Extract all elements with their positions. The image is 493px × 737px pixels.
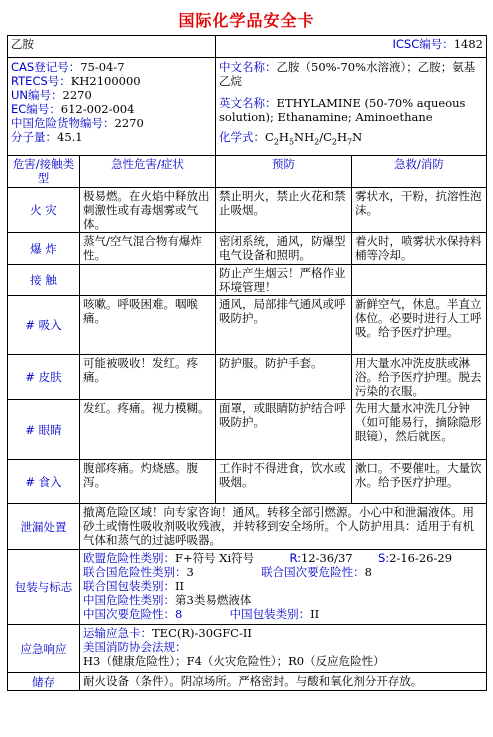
- storage-label: 储存: [8, 673, 80, 691]
- cas-value: 75-04-7: [80, 60, 125, 74]
- transport-card-label: 运输应急卡：: [83, 626, 152, 640]
- row-prevention: 防护服。防护手套。: [216, 355, 352, 400]
- un-class-label: 联合国危险性类别：: [83, 565, 187, 579]
- cn-name-value: 乙胺（50%-70%水溶液）；乙胺；氨基乙烷: [219, 60, 476, 88]
- hazard-row: [8, 265, 487, 296]
- row-label: # 眼睛: [8, 400, 80, 460]
- header-aid: 急救/消防: [352, 156, 487, 188]
- un-class-value: 3: [186, 565, 194, 579]
- row-aid: [352, 265, 487, 296]
- row-label: 爆 炸: [8, 233, 80, 265]
- icsc-label: ICSC编号：: [392, 37, 454, 51]
- card-title: 国际化学品安全卡: [178, 11, 315, 30]
- row-hazard: 发红。疼痛。视力模糊。: [80, 400, 216, 460]
- spill-text: 撤离危险区域！向专家咨询！通风。转移全部引燃源。小心中和泄漏液体。用砂土或惰性吸收剂吸收残液，并转移到安全场所。个人防护用具：适用于有机气体和蒸气的过滤呼吸器。: [80, 504, 487, 550]
- icsc-cell: [216, 36, 487, 58]
- row-aid: 新鲜空气，休息。半直立体位。必要时进行人工呼吸。给予医疗护理。: [352, 296, 487, 355]
- hazard-row: [8, 233, 487, 265]
- un-pack-label: 联合国包装类别：: [83, 579, 175, 593]
- row-aid: 漱口。不要催吐。大量饮水。给予医疗护理。: [352, 460, 487, 504]
- cn-name-label: 中文名称：: [219, 60, 277, 74]
- header-type: 危害/接触类型: [8, 156, 80, 188]
- packaging-cell: [80, 550, 487, 625]
- row-label: # 吸入: [8, 296, 80, 355]
- cn-danger-value: 2270: [114, 116, 144, 130]
- storage-text: 耐火设备（条件）。阴凉场所。严格密封。与酸和氧化剂分开存放。: [80, 673, 487, 691]
- row-label: # 食入: [8, 460, 80, 504]
- hazard-row: [8, 355, 487, 400]
- cn-pack-value: II: [310, 607, 320, 621]
- un-sub-label: 联合国次要危险性：: [261, 565, 365, 579]
- row-prevention: 密闭系统，通风，防爆型电气设备和照明。: [216, 233, 352, 265]
- icsc-value: 1482: [453, 37, 484, 51]
- packaging-row: [8, 550, 487, 625]
- packaging-label: 包装与标志: [8, 550, 80, 625]
- mw-value: 45.1: [57, 130, 83, 144]
- row-aid: 先用大量水冲洗几分钟（如可能易行，摘除隐形眼镜），然后就医。: [352, 400, 487, 460]
- emergency-label: 应急响应: [8, 625, 80, 673]
- nfpa-label: 美国消防协会法规：: [83, 640, 187, 654]
- nfpa-value: H3（健康危险性）；F4（火灾危险性）；R0（反应危险性）: [83, 654, 385, 668]
- chemical-name-cell: [8, 36, 216, 58]
- row-hazard: 蒸气/空气混合物有爆炸性。: [80, 233, 216, 265]
- formula-label: 化学式：: [219, 130, 265, 144]
- hazard-row: [8, 188, 487, 233]
- chemical-name: 乙胺: [11, 37, 34, 51]
- cn-pack-label: 中国包装类别：: [229, 607, 311, 621]
- en-name-label: 英文名称：: [219, 96, 277, 110]
- r-value: 12-36/37: [300, 551, 353, 565]
- hazard-row: [8, 460, 487, 504]
- cn-danger-label: 中国危险货物编号：: [11, 116, 115, 130]
- transport-card-value: TEC(R)-30GFC-II: [152, 626, 252, 640]
- en-name-value: ETHYLAMINE (50-70% aqueous solution); Ethanamine; Aminoethane: [219, 96, 466, 124]
- header-hazard: 急性危害/症状: [80, 156, 216, 188]
- un-label: UN编号：: [11, 88, 63, 102]
- cn-class-label: 中国危险性类别：: [83, 593, 175, 607]
- row-prevention: 工作时不得进食，饮水或吸烟。: [216, 460, 352, 504]
- formula-value: $C_2H_5NH_2/C_2H_7N$: [265, 130, 363, 147]
- rtecs-label: RTECS号：: [11, 74, 71, 88]
- row-label: 接 触: [8, 265, 80, 296]
- r-label: R:: [289, 551, 301, 565]
- row-aid: 雾状水，干粉，抗溶性泡沫。: [352, 188, 487, 233]
- row-label: 火 灾: [8, 188, 80, 233]
- un-value: 2270: [62, 88, 92, 102]
- ec-value: 612-002-004: [60, 102, 135, 116]
- row-label: # 皮肤: [8, 355, 80, 400]
- header-prevention: 预防: [216, 156, 352, 188]
- cn-sub-label: 中国次要危险性：: [83, 607, 175, 621]
- cn-sub-value: 8: [175, 607, 183, 621]
- row-hazard: [80, 265, 216, 296]
- row-prevention: 面罩，或眼睛防护结合呼吸防护。: [216, 400, 352, 460]
- safety-card-table: [7, 35, 487, 691]
- rtecs-value: KH2100000: [70, 74, 141, 88]
- row-hazard: 极易燃。在火焰中释放出刺激性或有毒烟雾或气体。: [80, 188, 216, 233]
- emergency-cell: [80, 625, 487, 673]
- cn-class-value: 第3类易燃液体: [175, 593, 252, 607]
- row-prevention: 通风，局部排气通风或呼吸防护。: [216, 296, 352, 355]
- un-sub-value: 8: [364, 565, 372, 579]
- s-label: S:: [377, 551, 390, 565]
- row-hazard: 咳嗽。呼吸困难。咽喉痛。: [80, 296, 216, 355]
- row-prevention: 禁止明火，禁止火花和禁止吸烟。: [216, 188, 352, 233]
- eu-class-label: 欧盟危险性类别：: [83, 551, 175, 565]
- s-value: 2-16-26-29: [389, 551, 453, 565]
- hazard-row: [8, 400, 487, 460]
- row-aid: 用大量水冲洗皮肤或淋浴。给予医疗护理。脱去污染的衣服。: [352, 355, 487, 400]
- spill-label: 泄漏处置: [8, 504, 80, 550]
- row-hazard: 可能被吸收！发红。疼痛。: [80, 355, 216, 400]
- row-aid: 着火时，喷雾状水保持料桶等冷却。: [352, 233, 487, 265]
- ec-label: EC编号：: [11, 102, 61, 116]
- identifiers-cell: [8, 58, 216, 156]
- cas-label: CAS登记号：: [11, 60, 81, 74]
- names-cell: [216, 58, 487, 156]
- storage-row: [8, 673, 487, 691]
- un-pack-value: II: [175, 579, 185, 593]
- hazard-row: [8, 296, 487, 355]
- mw-label: 分子量：: [11, 130, 57, 144]
- eu-class-value: F+符号 Xi符号: [175, 551, 255, 565]
- row-hazard: 腹部疼痛。灼烧感。腹泻。: [80, 460, 216, 504]
- spill-row: [8, 504, 487, 550]
- row-prevention: 防止产生烟云！严格作业环境管理！: [216, 265, 352, 296]
- emergency-row: [8, 625, 487, 673]
